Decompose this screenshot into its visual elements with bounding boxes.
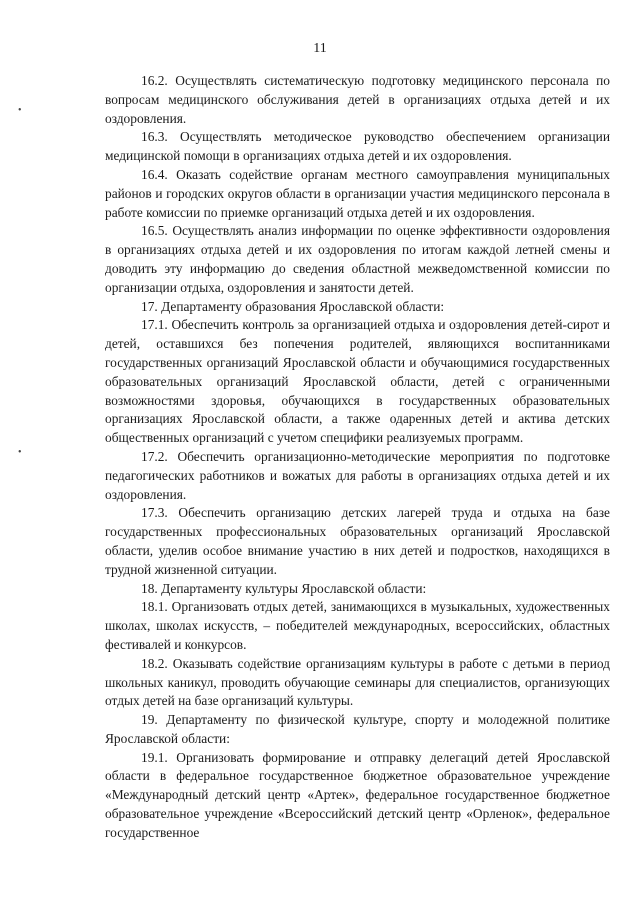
paragraph-16-2: 16.2. Осуществлять систематическую подготовку медицинского персонала по вопросам медицинского обслуживания детей в организациях отдыха детей и их оздоровления. [105, 73, 610, 126]
paragraph-18-1: 18.1. Организовать отдых детей, занимающихся в музыкальных, художественных школах, школах искусств, – победителей международных, всероссийских, областных фестивалей и конкурсов. [105, 599, 610, 652]
paragraph-18-heading: 18. Департаменту культуры Ярославской области: [141, 580, 427, 596]
paragraph-16-3: 16.3. Осуществлять методическое руководство обеспечением организации медицинской помощи в организациях отдыха детей и их оздоровления. [105, 129, 610, 164]
paragraph-16-4: 16.4. Оказать содействие органам местного самоуправления муниципальных районов и городских округов области в организации участия медицинского персонала в работе комиссии по приемке организаций отдыха детей и их оздоровления. [105, 166, 610, 220]
margin-mark: • [18, 105, 22, 116]
paragraph-16-5: 16.5. Осуществлять анализ информации по оценке эффективности оздоровления в организациях отдыха детей и их оздоровления по итогам каждой летней смены и доводить эту информацию до сведения областной межведомственной комиссии по организации отдыха, оздоровления и занятости детей. [105, 223, 610, 295]
document-body [105, 72, 610, 843]
paragraph-17-2: 17.2. Обеспечить организационно-методические мероприятия по подготовке педагогических работников и вожатых для работы в организациях отдыха детей и их оздоровления. [105, 448, 610, 502]
paragraph-17-3: 17.3. Обеспечить организацию детских лагерей труда и отдыха на базе государственных профессиональных образовательных организаций Ярославской области, уделив особое внимание участию в них детей и подростков, находящихся в трудной жизненной ситуации. [105, 505, 610, 577]
paragraph-17-1: 17.1. Обеспечить контроль за организацией отдыха и оздоровления детей-сирот и детей, оставшихся без попечения родителей, являющихся воспитанниками государственных организаций Ярославской области и обучающимися государственных образовательных организаций Ярославской области, детей с ограниченными возможностями здоровья, обучающихся в государственных образовательных организациях Ярославской области, а также одаренных детей и актива детских общественных организаций с учетом специфики реализуемых программ. [105, 317, 610, 446]
paragraph-19-heading: 19. Департаменту по физической культуре, спорту и молодежной политике Ярославской области: [105, 712, 610, 746]
paragraph-19-1: 19.1. Организовать формирование и отправку делегаций детей Ярославской области в федеральное государственное бюджетное образовательное учреждение «Международный детский центр «Артек», федеральное государственное бюджетное образовательное учреждение «Всероссийский детский центр «Орленок», федеральное государственное [105, 749, 610, 840]
margin-mark: • [18, 447, 22, 458]
page-number: 11 [313, 41, 327, 56]
paragraph-18-2: 18.2. Оказывать содействие организациям культуры в работе с детьми в период школьных каникул, проводить обучающие семинары для специалистов, организующих отдых детей на базе организаций культуры. [105, 655, 610, 709]
paragraph-17-heading: 17. Департаменту образования Ярославской области: [141, 298, 445, 314]
